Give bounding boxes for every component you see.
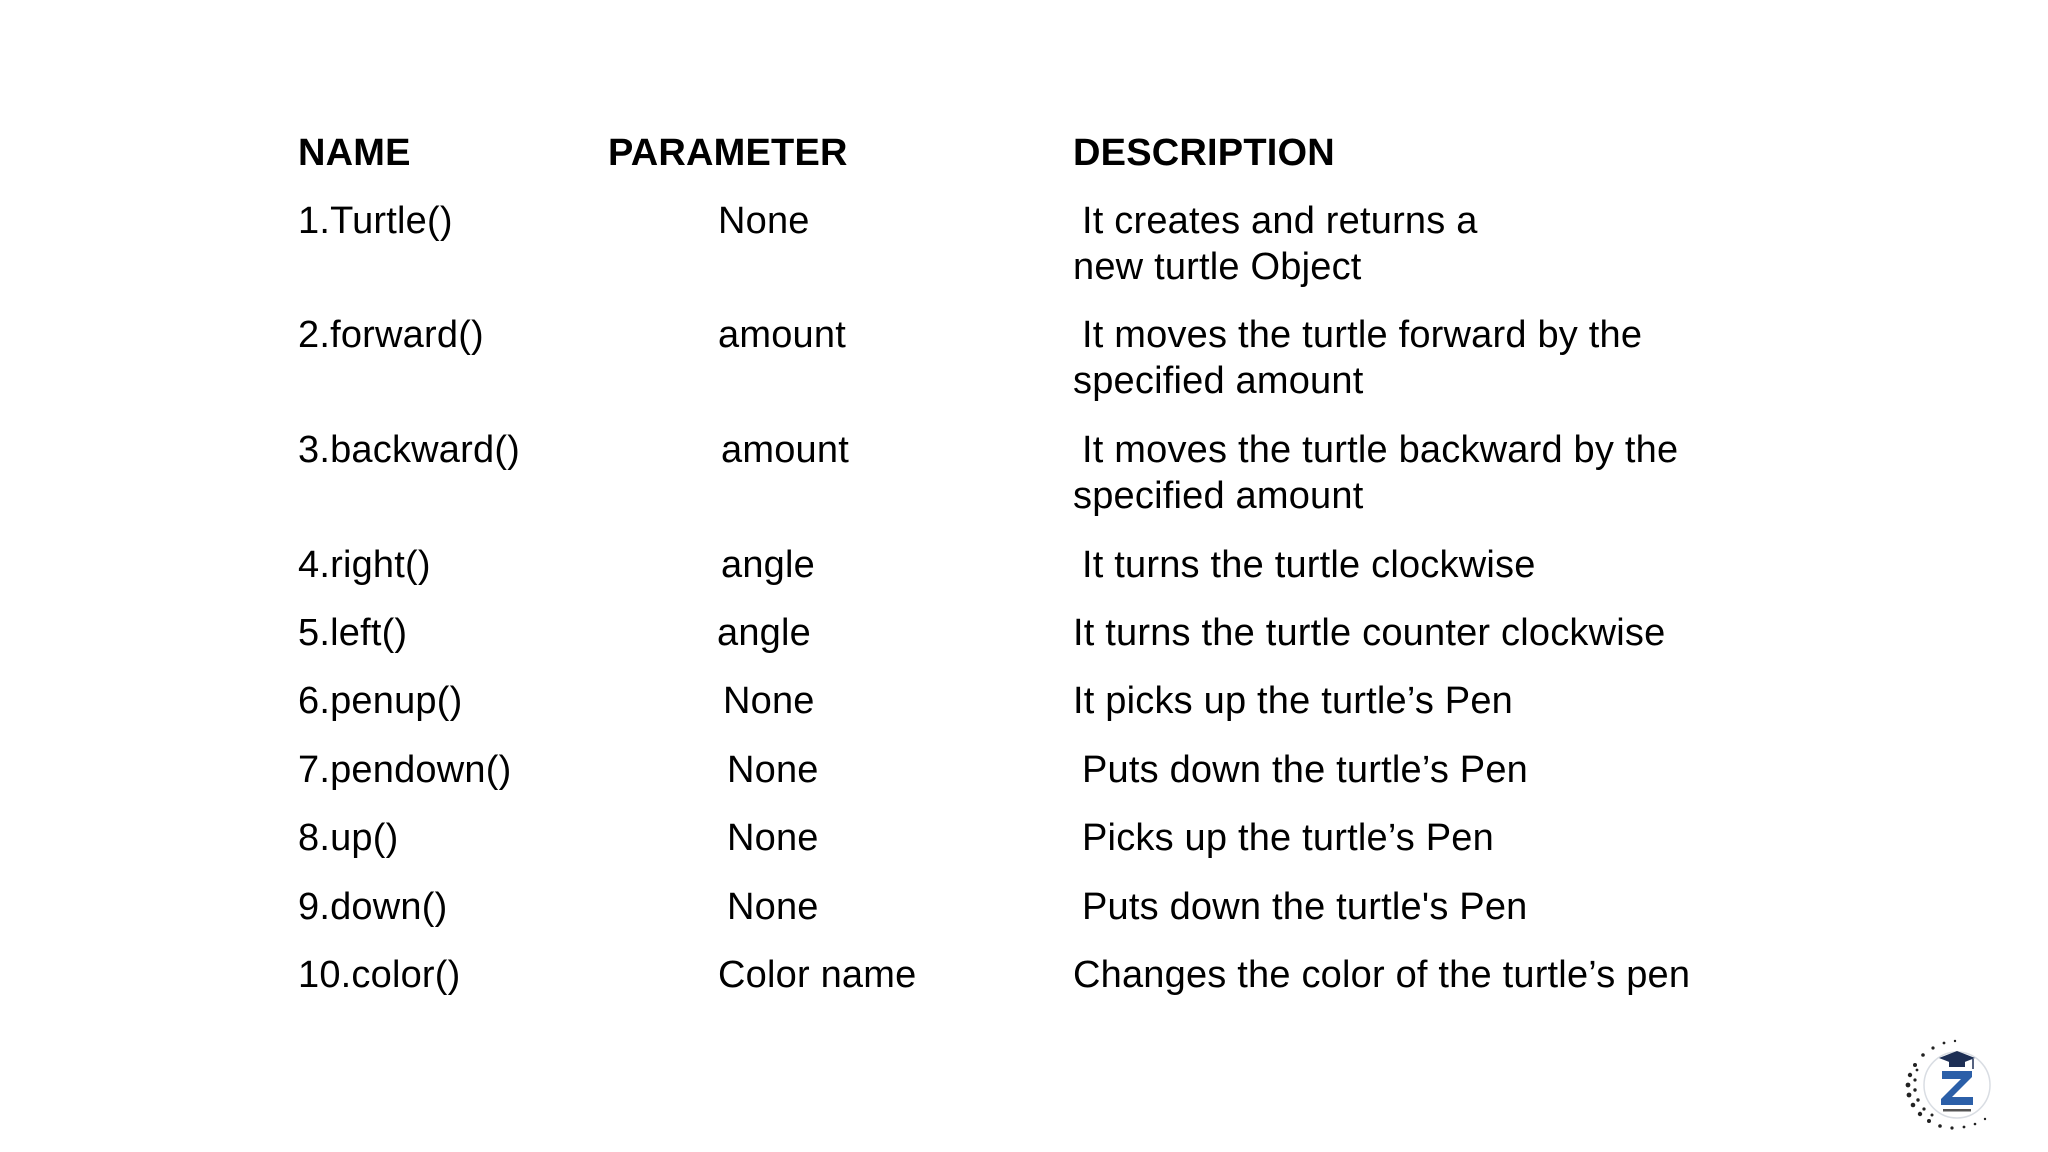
graduation-cap-z-logo-icon: [1895, 1025, 2015, 1135]
row-parameter: None: [727, 749, 819, 791]
row-parameter: Color name: [718, 954, 917, 996]
header-name: NAME: [298, 132, 411, 174]
row-parameter: amount: [718, 314, 846, 356]
header-parameter: PARAMETER: [608, 132, 848, 174]
row-name: 2.forward(): [298, 314, 484, 356]
row-description: Changes the color of the turtle’s pen: [1073, 954, 1691, 996]
row-description: Puts down the turtle's Pen: [1082, 886, 1528, 928]
row-description: It moves the turtle backward by the: [1082, 429, 1679, 471]
row-parameter: None: [723, 680, 815, 722]
row-name: 8.up(): [298, 817, 399, 859]
row-description: It picks up the turtle’s Pen: [1073, 680, 1514, 722]
row-parameter: amount: [721, 429, 849, 471]
row-description-continued: new turtle Object: [1073, 246, 1362, 288]
row-name: 1.Turtle(): [298, 200, 453, 242]
row-name: 7.pendown(): [298, 749, 512, 791]
row-name: 3.backward(): [298, 429, 521, 471]
row-description-continued: specified amount: [1073, 475, 1364, 517]
row-parameter: None: [727, 817, 819, 859]
row-name: 5.left(): [298, 612, 408, 654]
row-name: 4.right(): [298, 544, 431, 586]
row-name: 9.down(): [298, 886, 448, 928]
row-name: 6.penup(): [298, 680, 463, 722]
row-parameter: None: [727, 886, 819, 928]
row-description: It creates and returns a: [1082, 200, 1478, 242]
row-description: It moves the turtle forward by the: [1082, 314, 1643, 356]
row-parameter: None: [718, 200, 810, 242]
row-description-continued: specified amount: [1073, 360, 1364, 402]
header-description: DESCRIPTION: [1073, 132, 1335, 174]
row-description: It turns the turtle clockwise: [1082, 544, 1536, 586]
row-description: Picks up the turtle’s Pen: [1082, 817, 1494, 859]
row-parameter: angle: [721, 544, 815, 586]
row-description: Puts down the turtle’s Pen: [1082, 749, 1528, 791]
row-description: It turns the turtle counter clockwise: [1073, 612, 1666, 654]
row-parameter: angle: [717, 612, 811, 654]
row-name: 10.color(): [298, 954, 461, 996]
